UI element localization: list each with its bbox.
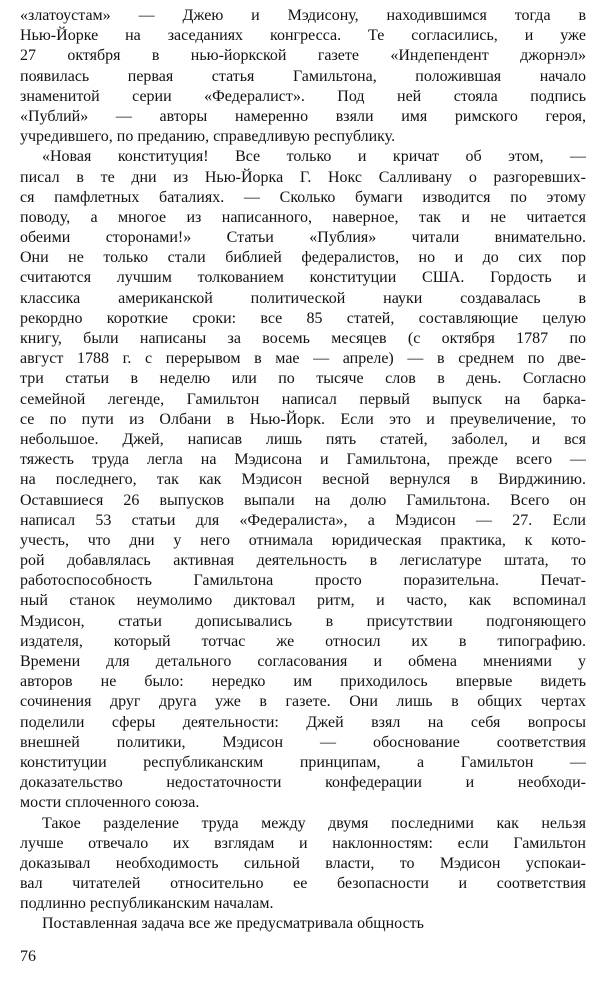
text-line: небольшое. Джей, написав лишь пять статей, заболел, и вся: [20, 430, 586, 448]
text-line: подлинно республиканским началам.: [20, 895, 274, 913]
paragraph: [20, 814, 586, 915]
text-line: поделили сферы деятельности: Джей взял на себя вопросы: [20, 713, 586, 731]
text-line: обеими сторонами!» Статьи «Публия» читали внимательно.: [20, 229, 586, 247]
paragraph: [20, 6, 586, 147]
page-number: 76: [20, 948, 36, 965]
text-line: «златоустам» — Джею и Мэдисону, находившимся тогда в: [20, 7, 586, 24]
text-line: тяжесть труда легла на Мэдисона и Гамильтона, прежде всего —: [20, 451, 586, 469]
text-line: считаются лучшим толкованием конституции США. Гордость и: [20, 269, 586, 287]
paragraph: [20, 147, 586, 813]
text-line: издателя, который тотчас же относил их в типографию.: [20, 632, 586, 650]
text-line: доказательство недостаточности конфедерации и необходи-: [20, 774, 586, 792]
text-line: книгу, были написаны за восемь месяцев (с октября 1787 по: [20, 330, 586, 347]
text-line: доказывал необходимость сильной власти, то Мэдисон успокаи-: [20, 854, 586, 872]
paragraph: [20, 914, 586, 934]
text-line: мости сплоченного союза.: [20, 794, 200, 812]
text-line: появилась первая статья Гамильтона, положившая начало: [20, 67, 586, 85]
text-line: ный станок неумолимо диктовал ритм, и часто, как вспоминал: [20, 592, 586, 610]
text-line: вал читателей относительно ее безопасности и соответствия: [20, 875, 586, 893]
text-line: «Публий» — авторы намеренно взяли имя римского героя,: [20, 107, 586, 125]
text-line: работоспособность Гамильтона просто поразительна. Печат-: [20, 572, 586, 590]
text-line: Такое разделение труда между двумя последними как нельзя: [42, 814, 586, 832]
text-line: на последнего, так как Мэдисон весной вернулся в Вирджинию.: [20, 471, 586, 489]
text-line: Мэдисон, статьи дописывались в присутствии подгоняющего: [20, 612, 586, 630]
text-line: се по пути из Олбани в Нью-Йорк. Если это и преувеличение, то: [20, 410, 586, 428]
text-line: писал в те дни из Нью-Йорка Г. Нокс Салливану о разгоревших-: [20, 168, 586, 186]
text-line: Оставшиеся 26 выпусков выпали на долю Гамильтона. Всего он: [20, 491, 586, 509]
text-line: конституции республиканским принципам, а Гамильтон —: [20, 753, 586, 771]
page-body: [20, 6, 586, 935]
text-line: 27 октября в нью-йоркской газете «Индепендент джорнэл»: [20, 47, 586, 65]
text-line: сочинения друг друга уже в газете. Они лишь в общих чертах: [20, 693, 586, 711]
text-line: три статьи в неделю или по тысяче слов в день. Согласно: [20, 370, 586, 388]
text-line: авторов не было: нередко им приходилось впервые видеть: [20, 673, 586, 691]
text-line: учесть, что дни у него отнимала юридическая практика, к кото-: [20, 531, 586, 549]
text-line: знаменитой серии «Федералист». Под ней стояла подпись: [20, 87, 586, 105]
text-line: семейной легенде, Гамильтон написал первый выпуск на барка-: [20, 390, 586, 408]
text-line: лучше отвечало их взглядам и наклонностям: если Гамильтон: [20, 834, 586, 852]
text-line: Они не только стали библией федералистов, но и до сих пор: [20, 249, 586, 267]
text-line: классика американской политической науки создавалась в: [20, 289, 586, 307]
text-line: поводу, а многое из написанного, наверное, так и не читается: [20, 208, 586, 226]
text-line: Поставленная задача все же предусматривала общность: [42, 915, 424, 933]
text-line: Нью-Йорке на заседаниях конгресса. Те согласились, и уже: [20, 27, 586, 45]
text-line: учредившего, по преданию, справедливую республику.: [20, 128, 396, 146]
text-line: «Новая конституция! Все только и кричат об этом, —: [42, 148, 586, 166]
text-line: рекордно короткие сроки: все 85 статей, составляющие целую: [20, 309, 586, 327]
text-line: ся памфлетных баталиях. — Сколько бумаги изводится по этому: [20, 188, 586, 206]
text-line: внешней политики, Мэдисон — обоснование соответствия: [20, 733, 586, 751]
text-line: написал 53 статьи для «Федералиста», а Мэдисон — 27. Если: [20, 511, 586, 529]
text-line: август 1788 г. с перерывом в мае — апреле) — в среднем по две-: [20, 350, 586, 368]
text-line: Времени для детального согласования и обмена мнениями у: [20, 653, 586, 670]
text-line: рой добавлялась активная деятельность в легислатуре штата, то: [20, 552, 586, 570]
